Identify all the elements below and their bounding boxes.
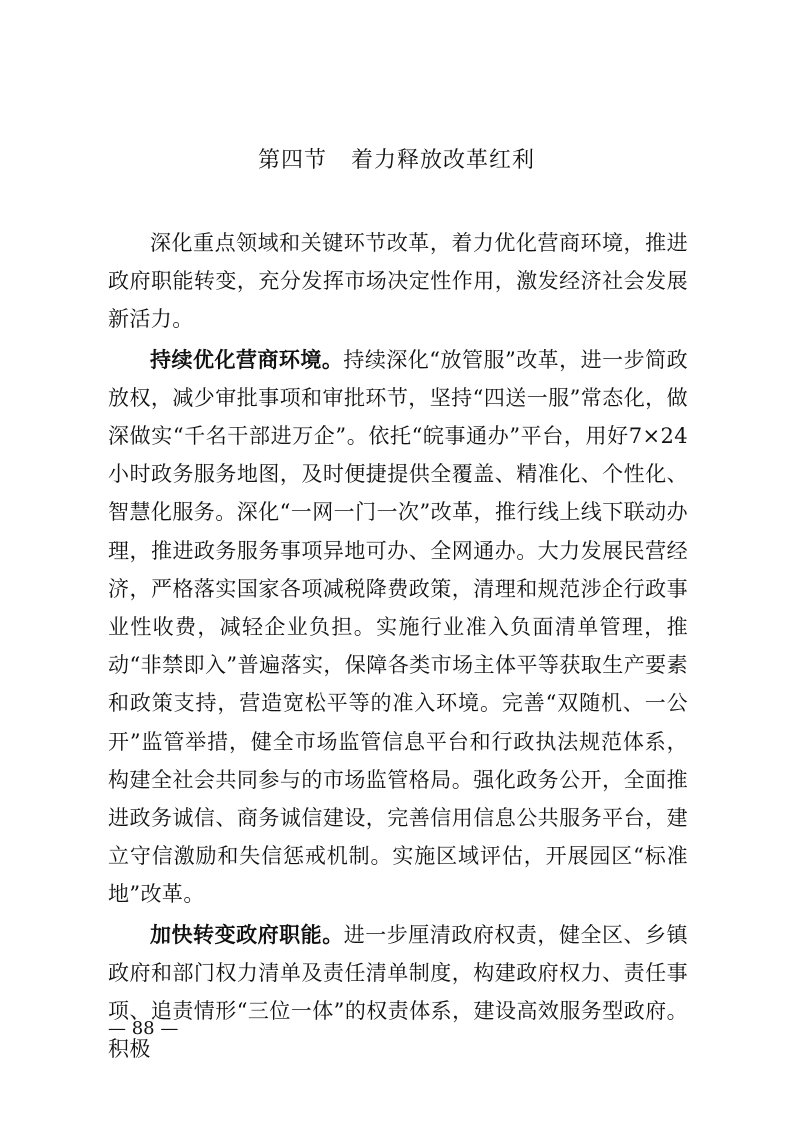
page-number: — 88 — <box>108 1018 179 1039</box>
paragraph-business-environment <box>108 341 688 914</box>
paragraph-government-functions <box>108 916 688 1069</box>
paragraph-text-business-environment: 持续深化“放管服”改革，进一步简政放权，减少审批事项和审批环节，坚持“四送一服”常态化，做深做实“千名干部进万企”。依托“皖事通办”平台，用好7×24小时政务服务地图，及时便捷提供全覆盖、精准化、个性化、智慧化服务。深化“一网一门一次”改革，推行线上线下联动办理，推进政务服务事项异地可办、全网通办。大力发展民营经济，严格落实国家各项减税降费政策，清理和规范涉企行政事业性收费，减轻企业负担。实施行业准入负面清单管理，推动“非禁即入”普遍落实，保障各类市场主体平等获取生产要素和政策支持，营造宽松平等的准入环境。完善“双随机、一公开”监管举措，健全市场监管信息平台和行政执法规范体系，构建全社会共同参与的市场监管格局。强化政务公开，全面推进政务诚信、商务诚信建设，完善信用信息公共服务平台，建立守信激励和失信惩戒机制。实施区域评估，开展园区“标准地”改革。 <box>108 347 688 907</box>
paragraph-lead-government-functions: 加快转变政府职能。 <box>150 922 344 947</box>
section-heading <box>0 145 793 177</box>
section-number: 第四节 <box>257 148 327 173</box>
body-text <box>108 224 688 1070</box>
intro-text: 深化重点领域和关键环节改革，着力优化营商环境，推进政府职能转变，充分发挥市场决定性作用，激发经济社会发展新活力。 <box>108 231 688 332</box>
intro-paragraph <box>108 224 688 339</box>
paragraph-lead-business-environment: 持续优化营商环境。 <box>150 347 344 372</box>
section-title: 着力释放改革红利 <box>351 148 536 173</box>
paragraph-text-government-functions: 进一步厘清政府权责，健全区、乡镇政府和部门权力清单及责任清单制度，构建政府权力、责任事项、追责情形“三位一体”的权责体系，建设高效服务型政府。积极 <box>108 922 688 1062</box>
